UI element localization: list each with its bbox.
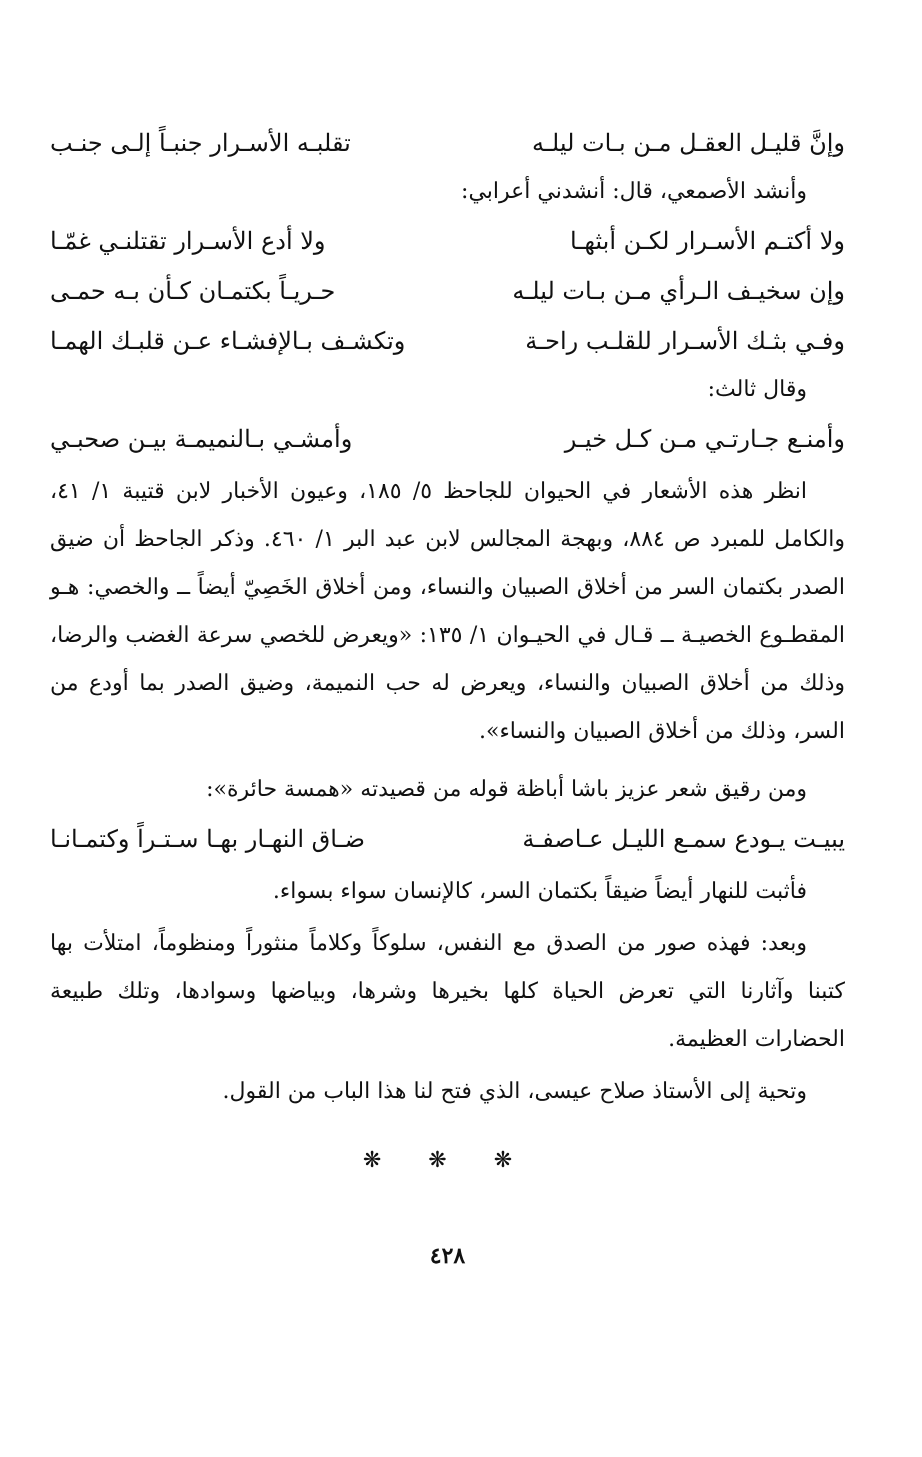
poem-verse bbox=[50, 414, 845, 464]
verse-second-hemistich: حـريـاً بكتمـان كـأن بـه حمـى bbox=[50, 277, 336, 305]
verse-first-hemistich: وإن سخيـف الـرأي مـن بـات ليلـه bbox=[512, 277, 845, 305]
poem-verse bbox=[50, 266, 845, 316]
ornament-stars: ❋ ❋ ❋ bbox=[362, 1148, 533, 1173]
verse-first-hemistich: وأمنـع جـارتـي مـن كـل خيـر bbox=[564, 425, 845, 453]
verse-second-hemistich: ولا أدع الأسـرار تقتلنـي غمّـا bbox=[50, 227, 326, 255]
poem-verse bbox=[50, 814, 845, 864]
intro-aziz: ومن رقيق شعر عزيز باشا أباظة قوله من قصيدته «همسة حائرة»: bbox=[206, 777, 807, 802]
verse-first-hemistich: يبيـت يـودع سمـع الليـل عـاصفـة bbox=[522, 825, 845, 853]
verse-second-hemistich: وأمشـي بـالنميمـة بيـن صحبـي bbox=[50, 425, 353, 453]
page-number: ٤٢٨ bbox=[429, 1243, 466, 1269]
paragraph-sources: انظر هذه الأشعار في الحيوان للجاحظ ٥/ ١٨٥، وعيون الأخبار لابن قتيبة ١/ ٤١، والكامل للمبرد ص ٨٨٤، وبهجة المجالس لابن عبد البر ١/ ٤٦٠. وذكر الجاحظ أن ضيق الصدر بكتمان السر من أخلاق الصبيان والنساء، ومن أخلاق الخَصِيّ أيضاً ــ والخصي: هـو المقطـوع الخصيـة ــ قـال في الحيـوان ١/ ١٣٥: «ويعرض للخصي سرعة الغضب والرضا، وذلك من أخلاق الصبيان والنساء، ويعرض له حب النميمة، وضيق الصدر بما أودع من السر، وذلك من أخلاق الصبيان والنساء». bbox=[50, 479, 846, 744]
verse-second-hemistich: ضـاق النهـار بهـا سـتـراً وكتمـانـا bbox=[50, 825, 365, 853]
paragraph-night: فأثبت للنهار أيضاً ضيقاً بكتمان السر، كالإنسان سواء بسواء. bbox=[272, 879, 807, 904]
verse-second-hemistich: تقلبـه الأسـرار جنبـاً إلـى جنـب bbox=[50, 129, 351, 157]
poem-verse bbox=[50, 316, 845, 366]
paragraph-conclusion: وبعد: فهذه صور من الصدق مع النفس، سلوكاً وكلاماً منثوراً ومنظوماً، امتلأت بها كتبنا وآثارنا التي تعرض الحياة كلها بخيرها وشرها، وبياضها وسوادها، وتلك طبيعة الحضارات العظيمة. bbox=[50, 931, 845, 1052]
verse-second-hemistich: وتكشـف بـالإفشـاء عـن قلبـك الهمـا bbox=[50, 327, 406, 355]
verse-first-hemistich: ولا أكتـم الأسـرار لكـن أبثهـا bbox=[570, 227, 845, 255]
poem-verse bbox=[50, 118, 845, 168]
page-body bbox=[50, 118, 845, 1269]
paragraph-greeting: وتحية إلى الأستاذ صلاح عيسى، الذي فتح لنا هذا الباب من القول. bbox=[222, 1079, 807, 1104]
verse-first-hemistich: وإنَّ قليـل العقـل مـن بـات ليلـه bbox=[532, 129, 845, 157]
intro-asmai: وأنشد الأصمعي، قال: أنشدني أعرابي: bbox=[461, 179, 807, 204]
verse-first-hemistich: وفـي بثـك الأسـرار للقلـب راحـة bbox=[525, 327, 845, 355]
intro-third: وقال ثالث: bbox=[707, 377, 807, 402]
poem-verse bbox=[50, 216, 845, 266]
